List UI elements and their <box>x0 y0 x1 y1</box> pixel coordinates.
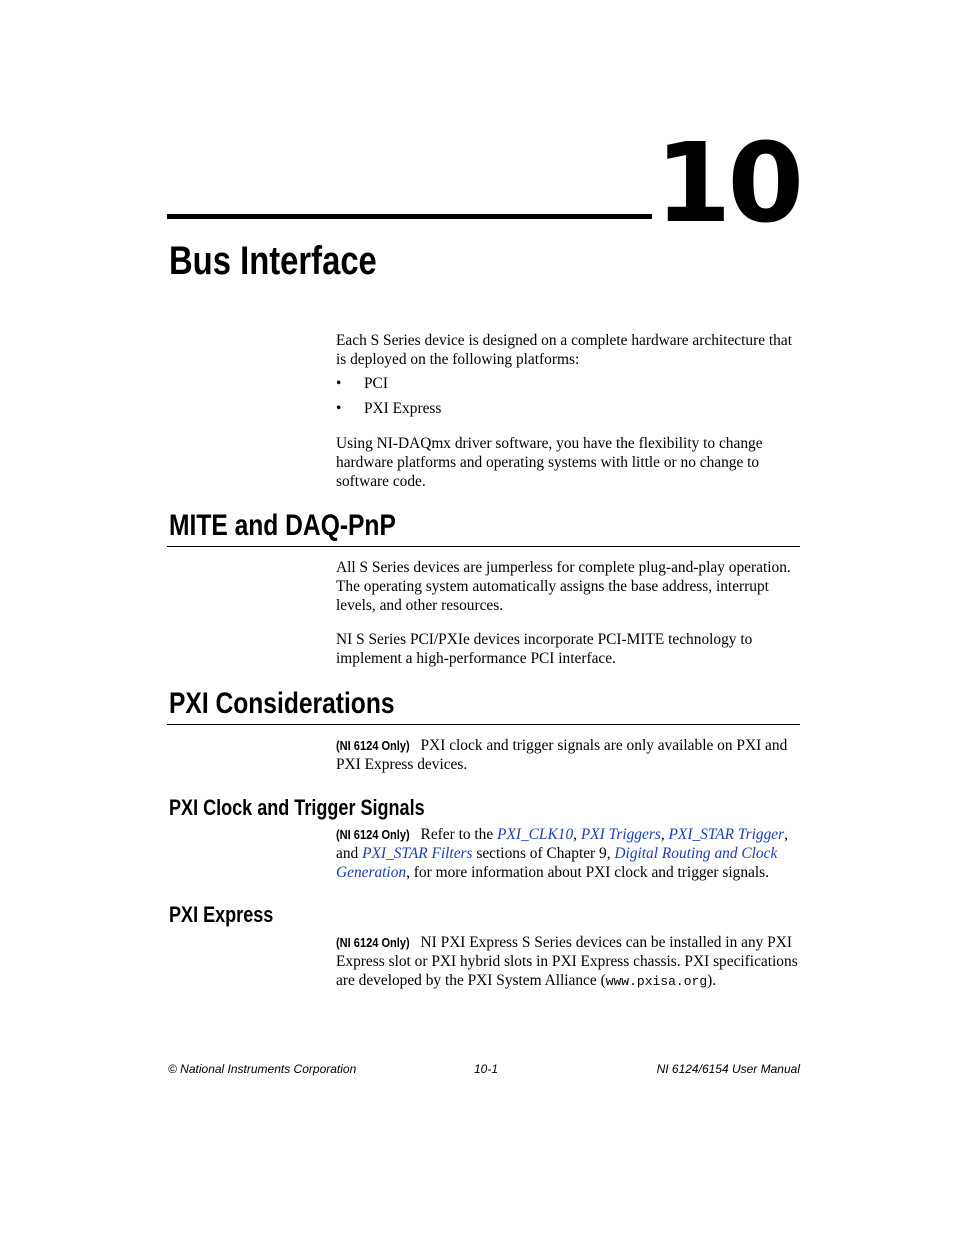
bullet-item-pci <box>336 375 388 394</box>
section-title-pxi: PXI Considerations <box>169 687 395 720</box>
bullet-label: PXI Express <box>364 400 442 417</box>
link-pxi-star-filters[interactable]: PXI_STAR Filters <box>362 844 473 862</box>
pxi-paragraph: (NI 6124 Only) PXI clock and trigger signals are only available on PXI and PXI Express devices. <box>336 737 788 773</box>
intro-paragraph-2: Using NI-DAQmx driver software, you have the flexibility to change hardware platforms and operating systems with little or no change to software code. <box>336 435 763 490</box>
express-paragraph: (NI 6124 Only) NI PXI Express S Series devices can be installed in any PXI Express slot or PXI hybrid slots in PXI Express chassis. PXI specifications are developed by the PXI System Alliance (www.pxisa.org). <box>336 934 798 989</box>
bullet-label: PCI <box>364 375 388 392</box>
device-tag: (NI 6124 Only) <box>336 935 410 950</box>
link-pxi-star-trigger[interactable]: PXI_STAR Trigger <box>668 826 785 843</box>
device-tag: (NI 6124 Only) <box>336 738 410 753</box>
link-pxi-triggers[interactable]: PXI Triggers <box>580 826 661 843</box>
pxisa-url: www.pxisa.org <box>605 973 708 989</box>
mite-paragraph-2: NI S Series PCI/PXIe devices incorporate PCI-MITE technology to implement a high-performance PCI interface. <box>336 631 753 667</box>
chapter-number: 10 <box>654 119 800 247</box>
intro-paragraph-1: Each S Series device is designed on a complete hardware architecture that is deployed on the following platforms: <box>336 332 792 368</box>
clock-paragraph: (NI 6124 Only) Refer to the PXI_CLK10, PXI Triggers, PXI_STAR Trigger, and PXI_STAR Filters sections of Chapter 9, Digital Routing and Clock Generation, for more information about PXI clock and trigger signals. <box>336 826 788 881</box>
footer-page-number: 10-1 <box>474 1062 499 1076</box>
mite-paragraph-1: All S Series devices are jumperless for complete plug-and-play operation. The operating system automatically assigns the base address, interrupt levels, and other resources. <box>336 559 791 614</box>
subsection-title-express: PXI Express <box>169 902 274 927</box>
footer-manual-title: NI 6124/6154 User Manual <box>656 1062 800 1076</box>
subsection-title-clock: PXI Clock and Trigger Signals <box>169 795 425 820</box>
link-pxi-clk10[interactable]: PXI_CLK10 <box>497 826 574 843</box>
section-rule <box>167 724 800 725</box>
bullet-dot: • <box>336 400 342 417</box>
bullet-item-pxi-express <box>336 400 441 419</box>
chapter-title: Bus Interface <box>169 239 377 283</box>
footer-copyright: © National Instruments Corporation <box>168 1062 357 1076</box>
link-digital-routing[interactable]: Digital Routing and Clock Generation <box>336 844 778 881</box>
section-title-mite: MITE and DAQ-PnP <box>169 509 396 542</box>
chapter-rule <box>167 214 652 219</box>
bullet-dot: • <box>336 375 342 392</box>
device-tag: (NI 6124 Only) <box>336 827 410 842</box>
section-rule <box>167 546 800 547</box>
